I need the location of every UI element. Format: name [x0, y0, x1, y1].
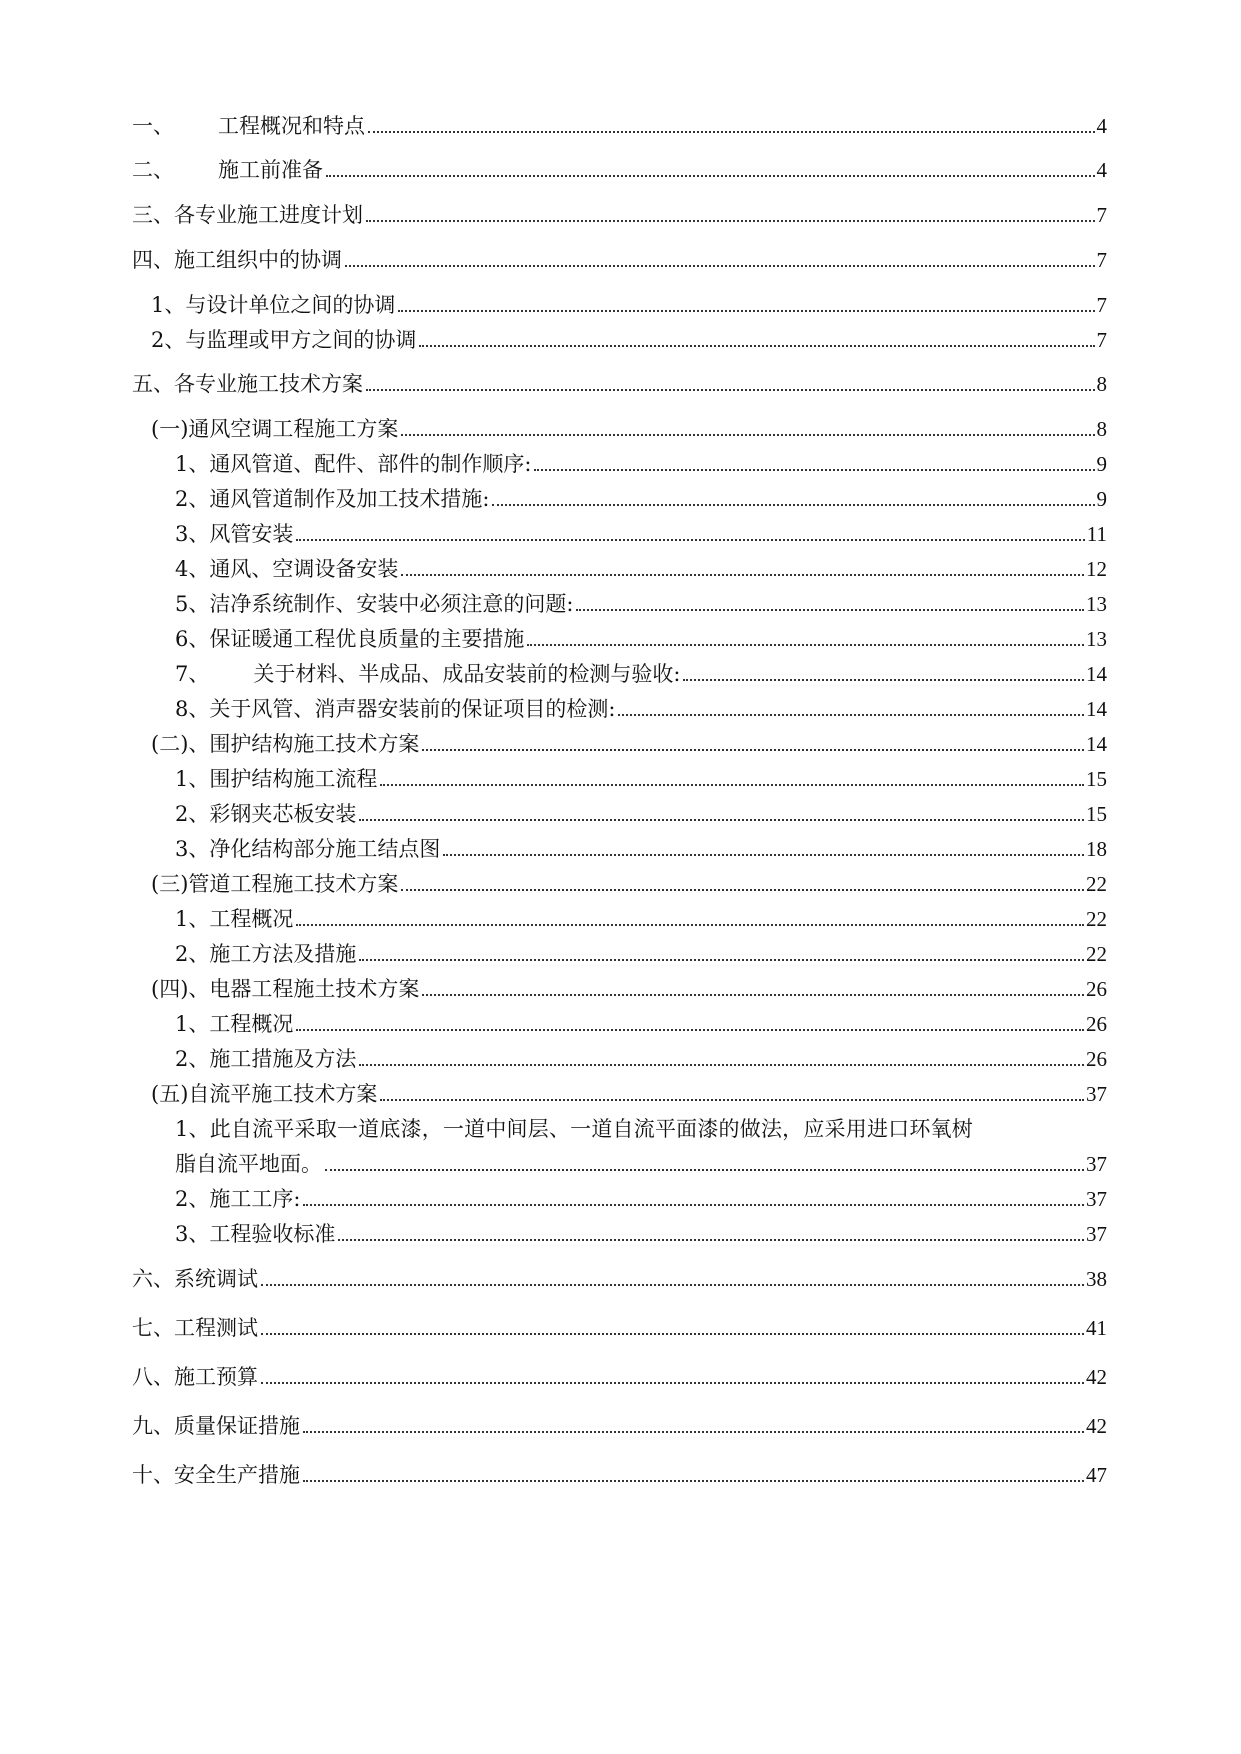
toc-entry-title: [175, 449, 531, 479]
toc-entry-title: [175, 939, 356, 969]
toc-page-number: 9: [1096, 452, 1107, 476]
toc-entry-text: 工程概况: [209, 907, 294, 931]
toc-entry-text: 各专业施工技术方案: [174, 372, 363, 396]
dot-leader: [368, 131, 1095, 133]
toc-entry-text: 净化结构部分施工结点图: [209, 837, 441, 861]
toc-entry-title: [175, 1184, 300, 1214]
dot-leader: [380, 1099, 1084, 1101]
toc-entry-16[interactable]: [175, 694, 1107, 724]
toc-entry-title: [132, 369, 363, 399]
dot-leader: [261, 1382, 1084, 1384]
toc-entry-title: [175, 764, 377, 794]
toc-page-number: 41: [1086, 1316, 1107, 1340]
toc-entry-number: 2、: [175, 487, 210, 511]
toc-page-number: 26: [1086, 1047, 1107, 1071]
toc-entry-text: 施工工序:: [209, 1187, 301, 1211]
dot-leader: [359, 1064, 1084, 1066]
toc-entry-1[interactable]: [132, 111, 1107, 141]
dot-leader: [683, 679, 1084, 681]
toc-page-number: 26: [1086, 1012, 1107, 1036]
dot-leader: [398, 310, 1094, 312]
dot-leader: [492, 504, 1094, 506]
toc-entry-number: (四)、: [151, 977, 210, 1001]
toc-entry-title: [175, 659, 680, 689]
toc-entry-number: 五、: [132, 372, 174, 396]
toc-entry-number: 1、: [151, 293, 186, 317]
toc-entry-text: 彩钢夹芯板安装: [209, 802, 357, 826]
toc-page-number: 15: [1086, 802, 1107, 826]
dot-leader: [296, 539, 1084, 541]
toc-entry-title: [175, 799, 356, 829]
toc-page-number: 26: [1086, 977, 1107, 1001]
toc-page-number: 7: [1096, 203, 1107, 227]
dot-leader: [366, 220, 1095, 222]
toc-entry-14[interactable]: [175, 624, 1107, 654]
toc-entry-22[interactable]: [175, 904, 1107, 934]
toc-entry-text: 各专业施工进度计划: [174, 203, 363, 227]
toc-page-number: 42: [1086, 1365, 1107, 1389]
toc-page-number: 4: [1096, 158, 1107, 182]
toc-entry-number: 2、: [175, 942, 210, 966]
dot-leader: [345, 265, 1095, 267]
toc-entry-text: 工程概况和特点: [218, 114, 365, 138]
toc-entry-2[interactable]: [132, 155, 1107, 185]
toc-page-number: 12: [1086, 557, 1107, 581]
toc-entry-number: 二、: [132, 158, 174, 182]
toc-entry-number: 1、: [175, 907, 210, 931]
toc-page-number: 37: [1086, 1152, 1107, 1176]
toc-entry-title: [151, 974, 419, 1004]
toc-entry-32[interactable]: [132, 1313, 1107, 1343]
dot-leader: [366, 389, 1095, 391]
toc-entry-27[interactable]: [151, 1079, 1107, 1109]
toc-entry-number: 3、: [175, 1222, 210, 1246]
toc-entry-number: (五): [151, 1082, 189, 1106]
toc-entry-15[interactable]: [175, 659, 1107, 689]
toc-entry-title: [132, 111, 365, 141]
toc-entry-13[interactable]: [175, 589, 1107, 619]
toc-entry-35[interactable]: [132, 1460, 1107, 1490]
dot-leader: [338, 1239, 1084, 1241]
toc-entry-title: [175, 1044, 356, 1074]
toc-entry-title: [175, 624, 524, 654]
toc-page-number: 14: [1086, 697, 1107, 721]
dot-leader: [443, 854, 1084, 856]
toc-entry-text: 安全生产措施: [174, 1463, 300, 1487]
toc-entry-number: (一): [151, 417, 189, 441]
dot-leader: [303, 1480, 1084, 1482]
toc-entry-text: 施工组织中的协调: [174, 248, 342, 272]
toc-entry-number: 七、: [132, 1316, 174, 1340]
toc-entry-number: 2、: [175, 802, 210, 826]
toc-entry-text: 工程测试: [174, 1316, 258, 1340]
dot-leader: [296, 924, 1084, 926]
toc-entry-text: 工程验收标准: [209, 1222, 336, 1246]
toc-entry-text: 管道工程施工技术方案: [188, 872, 399, 896]
toc-entry-title: [151, 325, 416, 355]
toc-entry-text: 关于风管、消声器安装前的保证项目的检测:: [209, 697, 616, 721]
dot-leader: [576, 609, 1084, 611]
toc-entry-title: [151, 290, 395, 320]
toc-entry-title: [175, 694, 615, 724]
toc-entry-text: 围护结构施工技术方案: [209, 732, 420, 756]
toc-entry-text: 施工前准备: [218, 158, 323, 182]
toc-page-number: 22: [1086, 942, 1107, 966]
toc-entry-number: 1、: [175, 452, 210, 476]
toc-page-number: 18: [1086, 837, 1107, 861]
toc-entry-title: [175, 1009, 293, 1039]
toc-entry-number: 三、: [132, 203, 174, 227]
toc-entry-33[interactable]: [132, 1362, 1107, 1392]
toc-page-number: 11: [1086, 522, 1107, 546]
dot-leader: [422, 749, 1084, 751]
toc-entry-30[interactable]: [175, 1219, 1107, 1249]
toc-entry-text: 质量保证措施: [174, 1414, 300, 1438]
toc-entry-text: 关于材料、半成品、成品安装前的检测与验收:: [253, 662, 681, 686]
toc-entry-28-first-line[interactable]: 1、此自流平采取一道底漆，一道中间层、一道自流平面漆的做法，应采用进口环氧树: [175, 1117, 973, 1141]
toc-entry-text: 电器工程施土技术方案: [209, 977, 420, 1001]
toc-page-number: 13: [1086, 627, 1107, 651]
toc-page-number: 7: [1096, 328, 1107, 352]
toc-entry-number: (三): [151, 872, 189, 896]
toc-page-number: 8: [1096, 417, 1107, 441]
toc-entry-number: 2、: [175, 1187, 210, 1211]
toc-entry-text: 施工措施及方法: [209, 1047, 357, 1071]
toc-entry-text: 保证暖通工程优良质量的主要措施: [209, 627, 525, 651]
toc-page-number: 7: [1096, 248, 1107, 272]
dot-leader: [359, 819, 1084, 821]
toc-entry-text: 脂自流平地面。: [175, 1152, 322, 1176]
toc-entry-24[interactable]: [151, 974, 1107, 1004]
toc-page-number: 4: [1096, 114, 1107, 138]
toc-page-number: 42: [1086, 1414, 1107, 1438]
dot-leader: [296, 1029, 1084, 1031]
toc-entry-title: [175, 1219, 335, 1249]
toc-page-number: 22: [1086, 872, 1107, 896]
toc-entry-number: 3、: [175, 837, 210, 861]
toc-entry-text: 自流平施工技术方案: [188, 1082, 378, 1106]
toc-entry-8[interactable]: [151, 414, 1107, 444]
toc-entry-number: 六、: [132, 1267, 174, 1291]
toc-entry-18[interactable]: [175, 764, 1107, 794]
toc-entry-number: 6、: [175, 627, 210, 651]
dot-leader: [325, 1169, 1084, 1171]
toc-entry-number: 十、: [132, 1463, 174, 1487]
toc-entry-title: [175, 484, 489, 514]
toc-entry-20[interactable]: [175, 834, 1107, 864]
toc-entry-title: [175, 589, 573, 619]
dot-leader: [380, 784, 1084, 786]
toc-entry-title: [132, 200, 363, 230]
toc-entry-title: [175, 554, 398, 584]
dot-leader: [422, 994, 1084, 996]
dot-leader: [303, 1204, 1084, 1206]
toc-entry-number: (二)、: [151, 732, 210, 756]
toc-entry-text: 通风、空调设备安装: [209, 557, 399, 581]
toc-entry-25[interactable]: [175, 1009, 1107, 1039]
dot-leader: [303, 1431, 1084, 1433]
toc-entry-text: 通风空调工程施工方案: [188, 417, 399, 441]
toc-entry-7[interactable]: [132, 369, 1107, 399]
toc-entry-text: 通风管道制作及加工技术措施:: [209, 487, 490, 511]
toc-entry-9[interactable]: [175, 449, 1107, 479]
toc-page-number: 22: [1086, 907, 1107, 931]
dot-leader: [359, 959, 1084, 961]
dot-leader: [401, 434, 1094, 436]
toc-entry-29[interactable]: [175, 1184, 1107, 1214]
dot-leader: [401, 889, 1084, 891]
toc-entry-11[interactable]: [175, 519, 1107, 549]
toc-entry-number: 5、: [175, 592, 210, 616]
toc-entry-23[interactable]: [175, 939, 1107, 969]
toc-page-number: 37: [1086, 1082, 1107, 1106]
toc-entry-title: [175, 519, 293, 549]
toc-entry-text: 风管安装: [209, 522, 294, 546]
toc-entry-21[interactable]: [151, 869, 1107, 899]
toc-entry-6[interactable]: [151, 325, 1107, 355]
toc-entry-text: 施工预算: [174, 1365, 258, 1389]
toc-entry-title: [151, 1079, 377, 1109]
toc-entry-text: 围护结构施工流程: [209, 767, 378, 791]
toc-entry-text: 工程概况: [209, 1012, 294, 1036]
toc-page-number: 47: [1086, 1463, 1107, 1487]
toc-page-number: 7: [1096, 293, 1107, 317]
toc-entry-title: [151, 869, 398, 899]
toc-entry-4[interactable]: [132, 245, 1107, 275]
dot-leader: [527, 644, 1084, 646]
toc-page-number: 13: [1086, 592, 1107, 616]
toc-entry-text: 通风管道、配件、部件的制作顺序:: [209, 452, 532, 476]
toc-entry-title: [132, 1264, 258, 1294]
toc-entry-3[interactable]: [132, 200, 1107, 230]
toc-entry-number: 7、: [175, 662, 210, 686]
toc-entry-title: [132, 245, 342, 275]
toc-entry-number: 8、: [175, 697, 210, 721]
toc-entry-number: 4、: [175, 557, 210, 581]
dot-leader: [326, 175, 1095, 177]
toc-page-number: 15: [1086, 767, 1107, 791]
toc-entry-number: 1、: [175, 767, 210, 791]
toc-entry-12[interactable]: [175, 554, 1107, 584]
toc-entry-17[interactable]: [151, 729, 1107, 759]
toc-entry-text: 系统调试: [174, 1267, 258, 1291]
toc-page-number: 14: [1086, 662, 1107, 686]
dot-leader: [618, 714, 1084, 716]
toc-entry-number: 3、: [175, 522, 210, 546]
toc-entry-text: 施工方法及措施: [209, 942, 357, 966]
toc-entry-number: 2、: [151, 328, 186, 352]
toc-entry-19[interactable]: [175, 799, 1107, 829]
toc-entry-10[interactable]: [175, 484, 1107, 514]
toc-page-number: 38: [1086, 1267, 1107, 1291]
dot-leader: [261, 1284, 1084, 1286]
dot-leader: [534, 469, 1094, 471]
toc-entry-number: 一、: [132, 114, 174, 138]
toc-entry-title: [132, 155, 323, 185]
toc-entry-5[interactable]: [151, 290, 1107, 320]
dot-leader: [261, 1333, 1084, 1335]
toc-page-number: 37: [1086, 1187, 1107, 1211]
toc-entry-title: [151, 729, 419, 759]
toc-page-number: 14: [1086, 732, 1107, 756]
toc-entry-26[interactable]: [175, 1044, 1107, 1074]
dot-leader: [401, 574, 1084, 576]
toc-entry-title: [132, 1362, 258, 1392]
toc-page-number: 8: [1096, 372, 1107, 396]
toc-entry-text: 与设计单位之间的协调: [185, 293, 396, 317]
toc-entry-title: [175, 904, 293, 934]
toc-entry-text: 与监理或甲方之间的协调: [185, 328, 417, 352]
toc-entry-number: 2、: [175, 1047, 210, 1071]
toc-page-number: 9: [1096, 487, 1107, 511]
toc-entry-31[interactable]: [132, 1264, 1107, 1294]
toc-entry-34[interactable]: [132, 1411, 1107, 1441]
toc-entry-title: [132, 1313, 258, 1343]
toc-entry-number: 四、: [132, 248, 174, 272]
dot-leader: [419, 345, 1094, 347]
toc-entry-title: [175, 834, 440, 864]
toc-entry-title: [132, 1460, 300, 1490]
toc-entry-title: [151, 414, 398, 444]
toc-entry-28[interactable]: [175, 1149, 1107, 1179]
toc-entry-number: 八、: [132, 1365, 174, 1389]
toc-page-number: 37: [1086, 1222, 1107, 1246]
toc-entry-number: 九、: [132, 1414, 174, 1438]
toc-entry-title: [132, 1411, 300, 1441]
toc-entry-text: 洁净系统制作、安装中必须注意的问题:: [209, 592, 574, 616]
toc-entry-number: 1、: [175, 1012, 210, 1036]
